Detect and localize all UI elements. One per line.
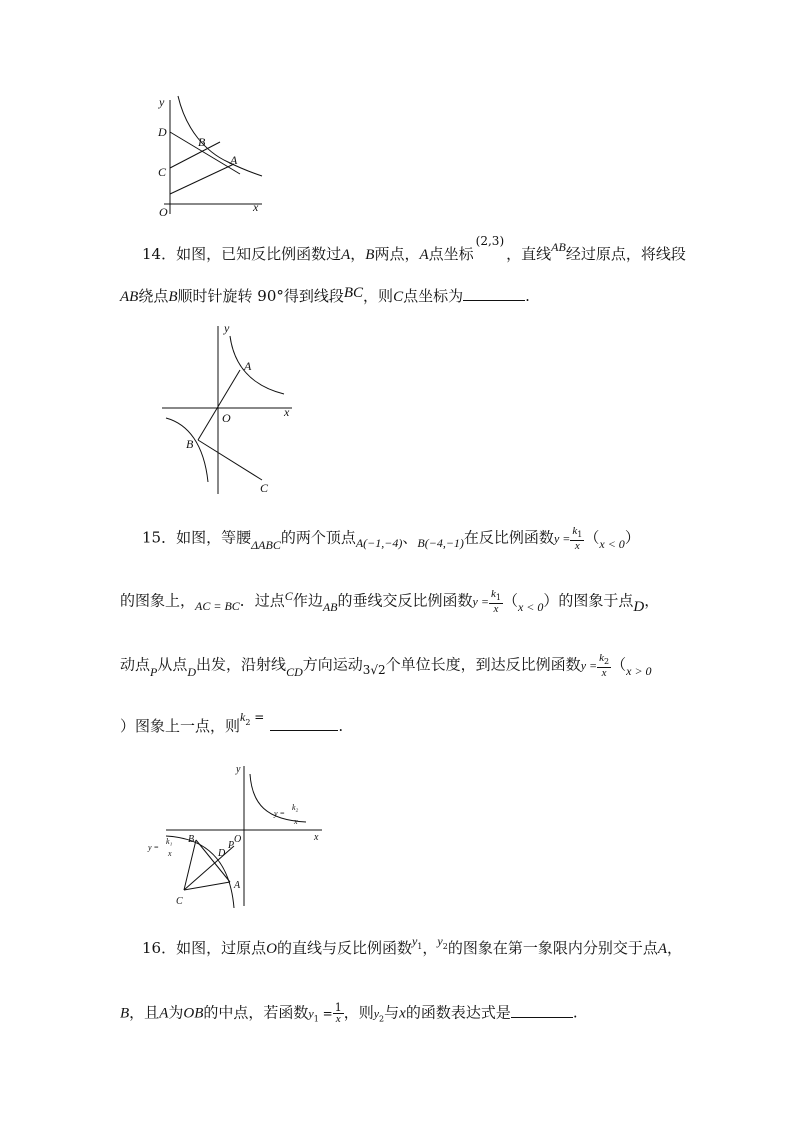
answer-blank-q14[interactable] (463, 300, 525, 301)
label-B: B (198, 135, 206, 149)
label-x: x (253, 200, 259, 214)
label-A: A (234, 880, 241, 891)
hyperbola-curve (178, 96, 262, 176)
answer-blank-q16[interactable] (511, 1017, 573, 1018)
q15-line-4: ）图象上一点，则$^k_2$ = . (120, 710, 344, 735)
label-D: D (158, 125, 167, 139)
line-BC (198, 440, 262, 480)
answer-blank-q15[interactable] (270, 730, 338, 731)
label-B: B (188, 834, 195, 845)
line-CB (170, 142, 220, 168)
q15-line-1: 15．如图，等腰$_{\Delta ABC}$的两个顶点$_{A(-1,-4)}$、$_{B(-4,-1)}$在反比例函数y = $\frac{k_1}{x}$ $(_{x < 0})$ (142, 525, 640, 553)
q14-line-2: AB绕点B顺时针旋转 90°得到线段BC，则C点坐标为 . (120, 285, 530, 305)
curve-label-k1: k₁ (166, 837, 173, 846)
curve-label-x2: x (294, 817, 298, 826)
label-y: y (224, 321, 230, 335)
side-CB (184, 840, 196, 890)
label-B: B (186, 437, 194, 451)
figure-q13 (150, 92, 270, 220)
label-x: x (284, 405, 290, 419)
q16-line-1: 16．如图，过原点O的直线与反比例函数$^y_1$，$^y_2$的图象在第一象限内分别交于点A， (142, 934, 683, 957)
label-y: y (159, 95, 165, 109)
label-A: A (244, 359, 252, 373)
line-CD (184, 846, 234, 890)
figure-q15 (146, 760, 326, 910)
label-A: A (230, 153, 238, 167)
line-AB (198, 370, 240, 440)
label-C: C (158, 165, 167, 179)
label-D: D (218, 848, 226, 859)
side-AB (196, 840, 230, 882)
label-O: O (234, 834, 242, 845)
figure-q14 (152, 318, 302, 500)
label-C: C (176, 896, 183, 907)
q16-line-2: B，且A为OB的中点，若函数$y_1$ = $\frac{1}{x}$ ，则$y_2$与x的函数表达式是 . (120, 1001, 578, 1025)
curve-label-x1: x (168, 849, 172, 858)
label-P: P (228, 840, 235, 851)
hyperbola-branch-1 (230, 336, 284, 394)
label-O: O (222, 411, 231, 425)
curve-label-k2: k₂ (292, 803, 299, 812)
curve-label-y-k2: y = (274, 809, 285, 818)
q15-line-2: 的图象上，$_{AC = BC}$．过点$^C$作边$_{AB}$的垂线交反比例函数y = $\frac{k_1}{x}$ $(_{x < 0})$的图象于点D， (120, 588, 660, 616)
label-C: C (260, 481, 269, 495)
label-x: x (314, 832, 319, 843)
curve-label-y-k1: y = (148, 843, 159, 852)
label-O: O (159, 205, 168, 219)
side-CA (184, 882, 230, 890)
label-y: y (236, 764, 241, 775)
line-OA (170, 164, 234, 194)
q15-line-3: 动点$_P$从点$_D$出发，沿射线$_{CD}$方向运动$_{3√2}$个单位长度，到达反比例函数y = $\frac{k_2}{x}$ （$_{x > 0}$ (120, 652, 652, 680)
q14-line-1: 14．如图，已知反比例函数过A，B两点，A点坐标$^{(2,3)}$，直线$^{AB}$经过原点，将线段 (142, 234, 686, 263)
